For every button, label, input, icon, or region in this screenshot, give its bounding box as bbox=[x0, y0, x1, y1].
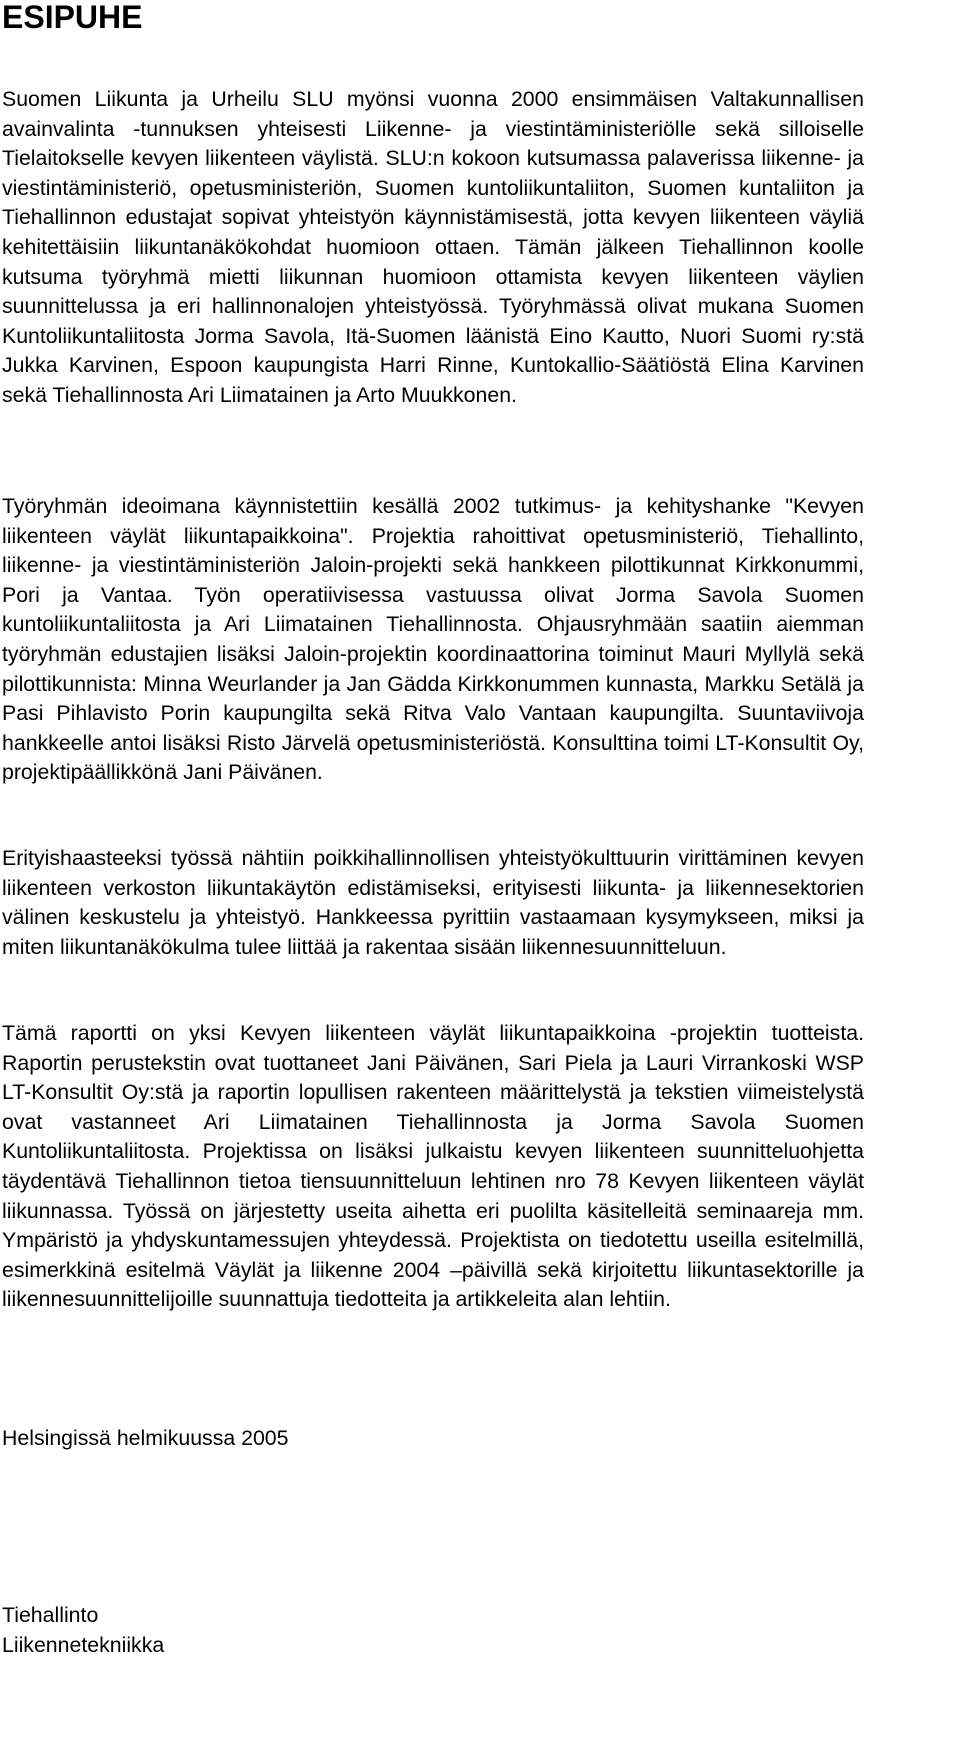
page-title: ESIPUHE bbox=[2, 0, 143, 35]
paragraph-3: Erityishaasteeksi työssä nähtiin poikkihallinnollisen yhteistyökulttuurin virittäminen kevyen liikenteen verkoston liikuntakäytön edistämiseksi, erityisesti liikunta- ja liikennesektorien välinen keskustelu ja yhteistyö. Hankkeessa pyrittiin vastaamaan kysymykseen, miksi ja miten liikuntanäkökulma tulee liittää ja rakentaa sisään liikennesuunnitteluun. bbox=[2, 846, 864, 959]
paragraph-4: Tämä raportti on yksi Kevyen liikenteen väylät liikuntapaikkoina -projektin tuotteista. Raportin perustekstin ovat tuottaneet Jani Päivänen, Sari Piela ja Lauri Virrankoski WSP LT-Konsultit Oy:stä ja raportin lopullisen rakenteen määrittelystä ja tekstien viimeistelystä ovat vastanneet Ari Liimatainen Tiehallinnosta ja Jorma Savola Suomen Kuntoliikuntaliitosta. Projektissa on lisäksi julkaistu kevyen liikenteen suunnitteluohjetta täydentävä Tiehallinnon tietoa tiensuunnitteluun lehtinen nro 78 Kevyen liikenteen väylät liikunnassa. Työssä on järjestetty useita aihetta eri puolilta käsitelleitä seminaareja mm. Ympäristö ja yhdyskuntamessujen yhteydessä. Projektista on tiedotettu useilla esitelmillä, esimerkkinä esitelmä Väylät ja liikenne 2004 –päivillä sekä kirjoitettu liikuntasektorille ja liikennesuunnittelijoille suunnattuja tiedotteita ja artikkeleita alan lehtiin. bbox=[2, 1021, 864, 1312]
signature-organization: Tiehallinto bbox=[2, 1603, 99, 1627]
paragraph-1: Suomen Liikunta ja Urheilu SLU myönsi vuonna 2000 ensimmäisen Valtakunnallisen avainvalinta -tunnuksen yhteisesti Liikenne- ja viestintäministeriölle sekä silloiselle Tielaitokselle kevyen liikenteen väylistä. SLU:n kokoon kutsumassa palaverissa liikenne- ja viestintäministeriö, opetusministeriön, Suomen kuntoliikuntaliiton, Suomen kuntaliiton ja Tiehallinnon edustajat sopivat yhteistyön käynnistämisestä, jotta kevyen liikenteen väyliä kehitettäisiin liikuntanäkökohdat huomioon ottaen. Tämän jälkeen Tiehallinnon koolle kutsuma työryhmä mietti liikunnan huomioon ottamista kevyen liikenteen väylien suunnittelussa ja eri hallinnonalojen yhteistyössä. Työryhmässä olivat mukana Suomen Kuntoliikuntaliitosta Jorma Savola, Itä-Suomen läänistä Eino Kautto, Nuori Suomi ry:stä Jukka Karvinen, Espoon kaupungista Harri Rinne, Kuntokallio-Säätiöstä Elina Karvinen sekä Tiehallinnosta Ari Liimatainen ja Arto Muukkonen. bbox=[2, 87, 864, 407]
signature-department: Liikennetekniikka bbox=[2, 1633, 165, 1657]
place-and-date: Helsingissä helmikuussa 2005 bbox=[2, 1426, 289, 1450]
paragraph-2: Työryhmän ideoimana käynnistettiin kesällä 2002 tutkimus- ja kehityshanke "Kevyen liikenteen väylät liikuntapaikkoina". Projektia rahoittivat opetusministeriö, Tiehallinto, liikenne- ja viestintäministeriön Jaloin-projekti sekä hankkeen pilottikunnat Kirkkonummi, Pori ja Vantaa. Työn operatiivisessa vastuussa olivat Jorma Savola Suomen kuntoliikuntaliitosta ja Ari Liimatainen Tiehallinnosta. Ohjausryhmään saatiin aiemman työryhmän edustajien lisäksi Jaloin-projektin koordinaattorina toiminut Mauri Myllylä sekä pilottikunnista: Minna Weurlander ja Jan Gädda Kirkkonummen kunnasta, Markku Setälä ja Pasi Pihlavisto Porin kaupungilta sekä Ritva Valo Vantaan kaupungilta. Suuntaviivoja hankkeelle antoi lisäksi Risto Järvelä opetusministeriöstä. Konsulttina toimi LT-Konsultit Oy, projektipäällikkönä Jani Päivänen. bbox=[2, 494, 864, 785]
